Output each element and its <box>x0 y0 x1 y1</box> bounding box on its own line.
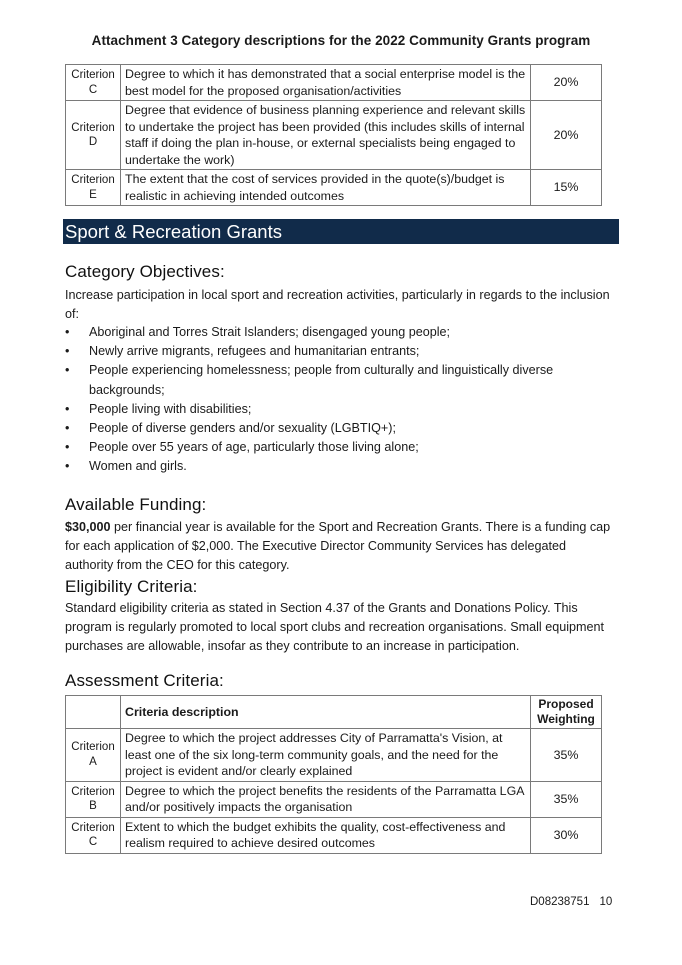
funding-paragraph <box>65 518 613 576</box>
table-row <box>66 817 602 853</box>
criterion-label: Criterion E <box>66 170 121 206</box>
page-title: Attachment 3 Category descriptions for the 2022 Community Grants program <box>91 33 591 48</box>
bullet-icon: • <box>65 363 70 378</box>
section-banner: Sport & Recreation Grants <box>63 219 619 244</box>
criterion-description: The extent that the cost of services provided in the quote(s)/budget is realistic in achieving intended outcomes <box>121 170 531 206</box>
criterion-weighting: 35% <box>531 729 602 782</box>
criterion-label: Criterion D <box>66 101 121 170</box>
header-criteria-description: Criteria description <box>121 696 531 729</box>
header-proposed-weighting: Proposed Weighting <box>531 696 602 729</box>
list-item-text: People of diverse genders and/or sexuality (LGBTIQ+); <box>89 421 396 436</box>
list-item <box>65 342 613 361</box>
list-item-text: People over 55 years of age, particularly those living alone; <box>89 440 419 455</box>
list-item <box>65 457 613 476</box>
criterion-weighting: 20% <box>531 101 602 170</box>
objectives-list <box>65 323 613 477</box>
criterion-description: Degree to which it has demonstrated that a social enterprise model is the best model for the proposed organisation/activities <box>121 65 531 101</box>
bullet-icon: • <box>65 421 70 436</box>
objectives-heading: Category Objectives: <box>65 262 225 281</box>
bullet-icon: • <box>65 440 70 455</box>
list-item-text: Newly arrive migrants, refugees and humanitarian entrants; <box>89 344 420 359</box>
funding-amount: $30,000 <box>65 520 111 534</box>
list-item <box>65 323 613 342</box>
header-empty-cell <box>66 696 121 729</box>
page-footer <box>530 896 612 908</box>
table-header-row <box>66 696 602 729</box>
criterion-weighting: 30% <box>531 817 602 853</box>
criterion-description: Extent to which the budget exhibits the quality, cost-effectiveness and realism required to achieve desired outcomes <box>121 817 531 853</box>
bullet-icon: • <box>65 401 70 416</box>
eligibility-paragraph: Standard eligibility criteria as stated in Section 4.37 of the Grants and Donations Policy. This program is regularly promoted to local sport clubs and recreation organisations. Small equipment purchases are allowable, insofar as they contribute to an increase in participation. <box>65 601 605 654</box>
criterion-description: Degree that evidence of business planning experience and relevant skills to undertake the project has been provided (this includes skills of internal staff if doing the plan in-house, or external specialists being engaged to undertake the work) <box>121 101 531 170</box>
list-item <box>65 419 613 438</box>
criterion-weighting: 15% <box>531 170 602 206</box>
bullet-icon: • <box>65 459 70 474</box>
list-item <box>65 361 613 399</box>
criterion-label: Criterion A <box>66 729 121 782</box>
criterion-description: Degree to which the project benefits the residents of the Parramatta LGA and/or positively impacts the organisation <box>121 781 531 817</box>
assessment-heading: Assessment Criteria: <box>65 671 224 690</box>
table-row <box>66 781 602 817</box>
criterion-weighting: 20% <box>531 65 602 101</box>
assessment-criteria-table <box>65 695 602 854</box>
list-item <box>65 400 613 419</box>
criteria-table-continued <box>65 64 602 206</box>
list-item-text: Aboriginal and Torres Strait Islanders; disengaged young people; <box>89 325 451 339</box>
list-item <box>65 438 613 457</box>
criterion-label: Criterion B <box>66 781 121 817</box>
document-id: D08238751 <box>530 896 590 908</box>
list-item-text: People experiencing homelessness; people from culturally and linguistically diverse backgrounds; <box>89 363 554 397</box>
eligibility-heading: Eligibility Criteria: <box>65 577 198 596</box>
table-row <box>66 170 602 206</box>
bullet-icon: • <box>65 344 70 359</box>
table-row <box>66 65 602 101</box>
list-item-text: People living with disabilities; <box>89 401 252 416</box>
table-row <box>66 101 602 170</box>
criterion-label: Criterion C <box>66 65 121 101</box>
page-number: 10 <box>599 896 613 908</box>
criterion-weighting: 35% <box>531 781 602 817</box>
list-item-text: Women and girls. <box>89 459 187 474</box>
objectives-intro: Increase participation in local sport and recreation activities, particularly in regards to the inclusion of: <box>65 288 610 322</box>
bullet-icon: • <box>65 325 70 339</box>
table-row <box>66 729 602 782</box>
criterion-description: Degree to which the project addresses City of Parramatta's Vision, at least one of the six long-term community goals, and the need for the project is evident and/or clearly explained <box>121 729 531 782</box>
funding-text: per financial year is available for the Sport and Recreation Grants. There is a funding cap for each application of $2,000. The Executive Director Community Services has delegated authority from the CEO for this category. <box>65 520 611 573</box>
funding-heading: Available Funding: <box>65 495 207 514</box>
criterion-label: Criterion C <box>66 817 121 853</box>
